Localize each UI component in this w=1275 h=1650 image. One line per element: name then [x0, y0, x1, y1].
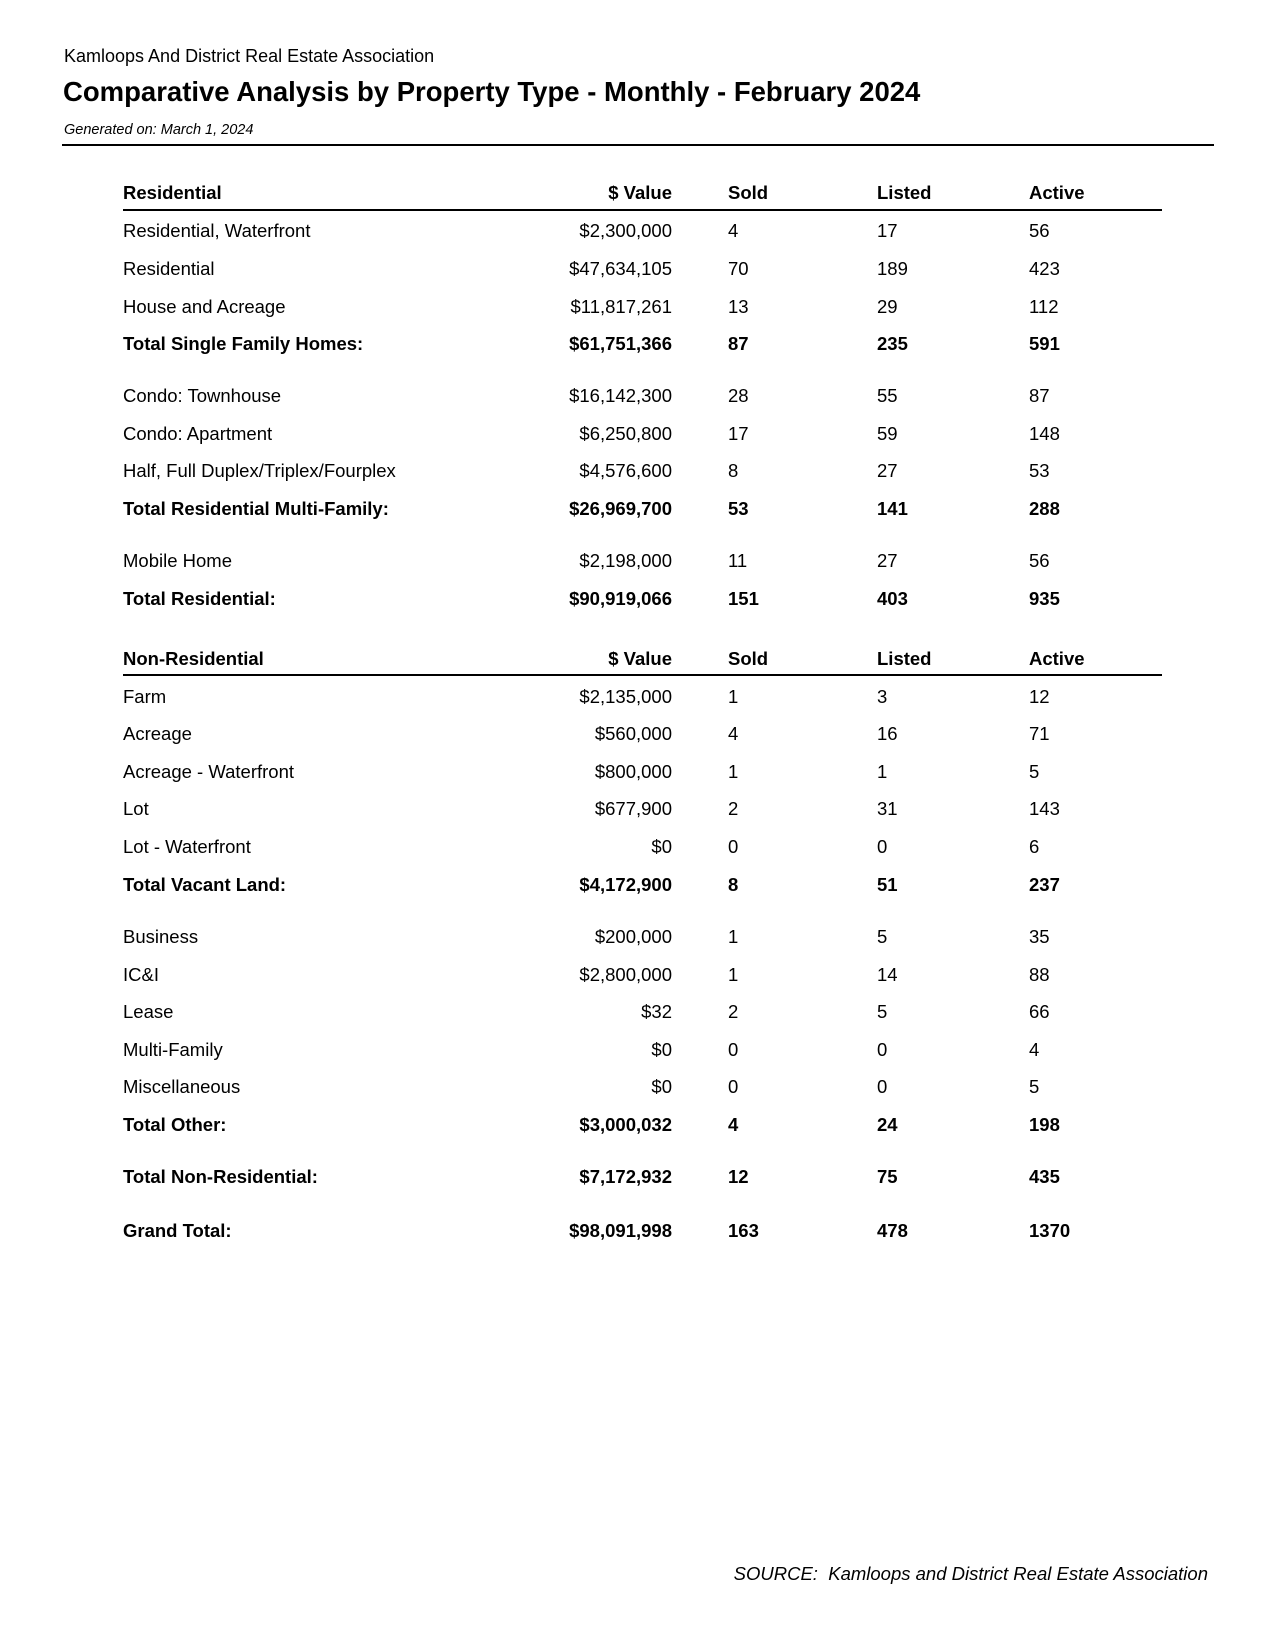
table-row	[123, 1075, 1162, 1099]
row-active: 53	[1029, 460, 1050, 481]
residential-header-row	[123, 181, 1162, 205]
table-row	[123, 549, 1162, 573]
row-listed: 189	[877, 258, 908, 279]
column-header-value: $ Value	[608, 182, 672, 203]
row-label: Total Single Family Homes:	[123, 333, 364, 354]
row-label: Lease	[123, 1001, 174, 1022]
row-sold: 8	[728, 460, 739, 481]
row-active: 35	[1029, 926, 1050, 947]
row-active: 143	[1029, 798, 1060, 819]
total-row	[123, 1113, 1162, 1137]
row-listed: 31	[877, 798, 898, 819]
row-sold: 53	[728, 498, 749, 519]
row-value: $32	[641, 1001, 672, 1022]
row-label: House and Acreage	[123, 296, 286, 317]
row-value: $2,198,000	[579, 550, 672, 571]
table-row	[123, 384, 1162, 408]
row-sold: 4	[728, 1114, 739, 1135]
table-row	[123, 295, 1162, 319]
row-label: Total Non-Residential:	[123, 1166, 318, 1187]
row-value: $90,919,066	[569, 588, 672, 609]
row-active: 1370	[1029, 1220, 1071, 1241]
column-header-listed: Listed	[877, 648, 932, 669]
row-label: Miscellaneous	[123, 1076, 241, 1097]
row-value: $4,576,600	[579, 460, 672, 481]
column-header-listed: Listed	[877, 182, 932, 203]
row-listed: 0	[877, 836, 888, 857]
row-value: $2,135,000	[579, 686, 672, 707]
row-value: $98,091,998	[569, 1220, 672, 1241]
source-footer: SOURCE: Kamloops and District Real Estate Association	[733, 1563, 1208, 1584]
row-listed: 235	[877, 333, 908, 354]
table-row	[123, 219, 1162, 243]
table-row	[123, 1000, 1162, 1024]
row-active: 198	[1029, 1114, 1060, 1135]
row-label: Farm	[123, 686, 167, 707]
row-label: Residential, Waterfront	[123, 220, 311, 241]
row-listed: 59	[877, 423, 898, 444]
column-header-sold: Sold	[728, 182, 769, 203]
row-sold: 17	[728, 423, 749, 444]
row-value: $200,000	[594, 926, 672, 947]
row-label: Mobile Home	[123, 550, 232, 571]
row-active: 12	[1029, 686, 1050, 707]
row-value: $7,172,932	[579, 1166, 672, 1187]
row-sold: 163	[728, 1220, 759, 1241]
row-listed: 5	[877, 926, 888, 947]
organization-name: Kamloops And District Real Estate Association	[64, 46, 435, 66]
table-row	[123, 1038, 1162, 1062]
row-sold: 1	[728, 926, 739, 947]
row-label: Total Residential Multi-Family:	[123, 498, 389, 519]
row-value: $4,172,900	[579, 874, 672, 895]
row-label: Business	[123, 926, 199, 947]
row-listed: 51	[877, 874, 898, 895]
row-sold: 11	[728, 550, 748, 571]
row-value: $800,000	[594, 761, 672, 782]
row-value: $0	[651, 1039, 672, 1060]
row-listed: 3	[877, 686, 888, 707]
non-residential-header-divider	[123, 674, 1162, 676]
row-active: 88	[1029, 964, 1050, 985]
row-value: $0	[651, 1076, 672, 1097]
row-value: $2,300,000	[579, 220, 672, 241]
report-title: Comparative Analysis by Property Type - Monthly - February 2024	[63, 76, 921, 107]
row-label: Total Vacant Land:	[123, 874, 287, 895]
total-row	[123, 332, 1162, 356]
column-header-value: $ Value	[608, 648, 672, 669]
table-row	[123, 257, 1162, 281]
table-row	[123, 835, 1162, 859]
row-listed: 478	[877, 1220, 908, 1241]
row-active: 237	[1029, 874, 1060, 895]
row-sold: 8	[728, 874, 739, 895]
generated-date: Generated on: March 1, 2024	[64, 122, 254, 138]
row-active: 56	[1029, 220, 1050, 241]
row-sold: 87	[728, 333, 749, 354]
row-value: $0	[651, 836, 672, 857]
row-sold: 4	[728, 220, 739, 241]
table-row	[123, 925, 1162, 949]
row-value: $560,000	[594, 723, 672, 744]
row-active: 71	[1029, 723, 1050, 744]
row-label: Total Residential:	[123, 588, 276, 609]
row-sold: 1	[728, 964, 739, 985]
row-value: $677,900	[594, 798, 672, 819]
row-active: 5	[1029, 761, 1040, 782]
row-value: $11,817,261	[570, 296, 672, 317]
row-active: 148	[1029, 423, 1060, 444]
row-active: 591	[1029, 333, 1060, 354]
row-sold: 0	[728, 836, 739, 857]
residential-heading: Residential	[123, 182, 222, 203]
row-sold: 70	[728, 258, 749, 279]
row-listed: 27	[877, 460, 898, 481]
row-listed: 403	[877, 588, 908, 609]
row-sold: 1	[728, 686, 739, 707]
row-listed: 75	[877, 1166, 898, 1187]
row-listed: 29	[877, 296, 898, 317]
row-label: Lot - Waterfront	[123, 836, 251, 857]
row-active: 112	[1029, 296, 1059, 317]
column-header-active: Active	[1029, 182, 1085, 203]
table-row	[123, 963, 1162, 987]
row-active: 4	[1029, 1039, 1040, 1060]
row-listed: 17	[877, 220, 898, 241]
row-label: Condo: Townhouse	[123, 385, 282, 406]
row-label: Condo: Apartment	[123, 423, 273, 444]
non-residential-header-row	[123, 647, 1162, 671]
row-label: Acreage	[123, 723, 192, 744]
total-row	[123, 587, 1162, 611]
residential-header-divider	[123, 209, 1162, 211]
row-active: 6	[1029, 836, 1040, 857]
table-row	[123, 797, 1162, 821]
total-row	[123, 1165, 1162, 1189]
row-sold: 13	[728, 296, 749, 317]
row-label: Lot	[123, 798, 149, 819]
row-value: $6,250,800	[579, 423, 672, 444]
row-value: $16,142,300	[569, 385, 672, 406]
row-active: 66	[1029, 1001, 1050, 1022]
row-label: IC&I	[123, 964, 159, 985]
total-row	[123, 873, 1162, 897]
row-label: Total Other:	[123, 1114, 227, 1135]
row-label: Half, Full Duplex/Triplex/Fourplex	[123, 460, 396, 481]
row-active: 423	[1029, 258, 1060, 279]
non-residential-heading: Non-Residential	[123, 648, 264, 669]
row-listed: 141	[877, 498, 908, 519]
row-label: Multi-Family	[123, 1039, 223, 1060]
row-value: $61,751,366	[569, 333, 672, 354]
header-divider	[62, 144, 1214, 146]
row-active: 56	[1029, 550, 1050, 571]
column-header-active: Active	[1029, 648, 1085, 669]
table-row	[123, 459, 1162, 483]
table-row	[123, 422, 1162, 446]
row-listed: 16	[877, 723, 898, 744]
row-listed: 1	[877, 761, 888, 782]
row-active: 288	[1029, 498, 1060, 519]
grand-total-row	[123, 1219, 1162, 1243]
row-listed: 0	[877, 1039, 888, 1060]
row-sold: 2	[728, 798, 739, 819]
row-sold: 28	[728, 385, 749, 406]
row-label: Grand Total:	[123, 1220, 232, 1241]
table-row	[123, 760, 1162, 784]
row-active: 5	[1029, 1076, 1040, 1097]
row-listed: 0	[877, 1076, 888, 1097]
row-listed: 24	[877, 1114, 898, 1135]
row-active: 87	[1029, 385, 1050, 406]
row-value: $2,800,000	[579, 964, 672, 985]
row-sold: 12	[728, 1166, 749, 1187]
row-sold: 4	[728, 723, 739, 744]
row-sold: 1	[728, 761, 739, 782]
row-listed: 27	[877, 550, 898, 571]
column-header-sold: Sold	[728, 648, 769, 669]
row-value: $47,634,105	[569, 258, 672, 279]
row-sold: 2	[728, 1001, 739, 1022]
row-listed: 5	[877, 1001, 888, 1022]
row-active: 435	[1029, 1166, 1060, 1187]
row-label: Residential	[123, 258, 215, 279]
row-listed: 14	[877, 964, 898, 985]
row-sold: 0	[728, 1039, 739, 1060]
row-listed: 55	[877, 385, 898, 406]
row-value: $3,000,032	[579, 1114, 672, 1135]
row-sold: 0	[728, 1076, 739, 1097]
table-row	[123, 722, 1162, 746]
total-row	[123, 497, 1162, 521]
table-row	[123, 685, 1162, 709]
row-active: 935	[1029, 588, 1060, 609]
row-sold: 151	[728, 588, 759, 609]
row-label: Acreage - Waterfront	[123, 761, 295, 782]
row-value: $26,969,700	[569, 498, 672, 519]
